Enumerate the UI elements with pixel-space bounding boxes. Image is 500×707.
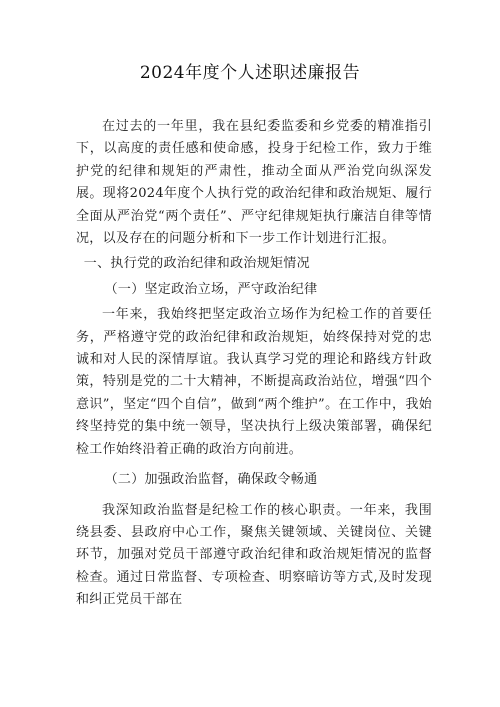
- intro-paragraph: 在过去的一年里，我在县纪委监委和乡党委的精准指引下，以高度的责任感和使命感，投身于纪检工作，致力于维护党的纪律和规矩的严肃性，推动全面从严治党向纵深发展。现将2024年度个人执行党的政治纪律和政治规矩、履行全面从严治党“两个责任”、严守纪律规矩执行廉洁自律等情况，以及存在的问题分析和下一步工作计划进行汇报。: [76, 119, 432, 247]
- subsection-1-paragraph: 一年来，我始终把坚定政治立场作为纪检工作的首要任务，严格遵守党的政治纪律和政治规矩，始终保持对党的忠诚和对人民的深情厚谊。我认真学习党的理论和路线方针政策，特别是党的二十大精神，不断提高政治站位，增强“四个意识”，坚定“四个自信”，做到“两个维护”。在工作中，我始终坚持党的集中统一领导，坚决执行上级决策部署，确保纪检工作始终沿着正确的政治方向前进。: [76, 307, 432, 457]
- section-1-heading: 一、执行党的政治纪律和政治规矩情况: [83, 256, 310, 272]
- subsection-1-heading: （一）坚定政治立场，严守政治纪律: [104, 281, 318, 297]
- document-title: 2024年度个人述职述廉报告: [139, 63, 361, 83]
- document-body: [76, 116, 432, 612]
- subsection-2-heading: （二）加强政治监督，确保政令畅通: [104, 472, 318, 488]
- subsection-2-paragraph: 我深知政治监督是纪检工作的核心职责。一年来，我围绕县委、县政府中心工作，聚焦关键领域、关键岗位、关键环节，加强对党员干部遵守政治纪律和政治规矩情况的监督检查。通过日常监督、专项检查、明察暗访等方式,及时发现和纠正党员干部在: [76, 502, 432, 608]
